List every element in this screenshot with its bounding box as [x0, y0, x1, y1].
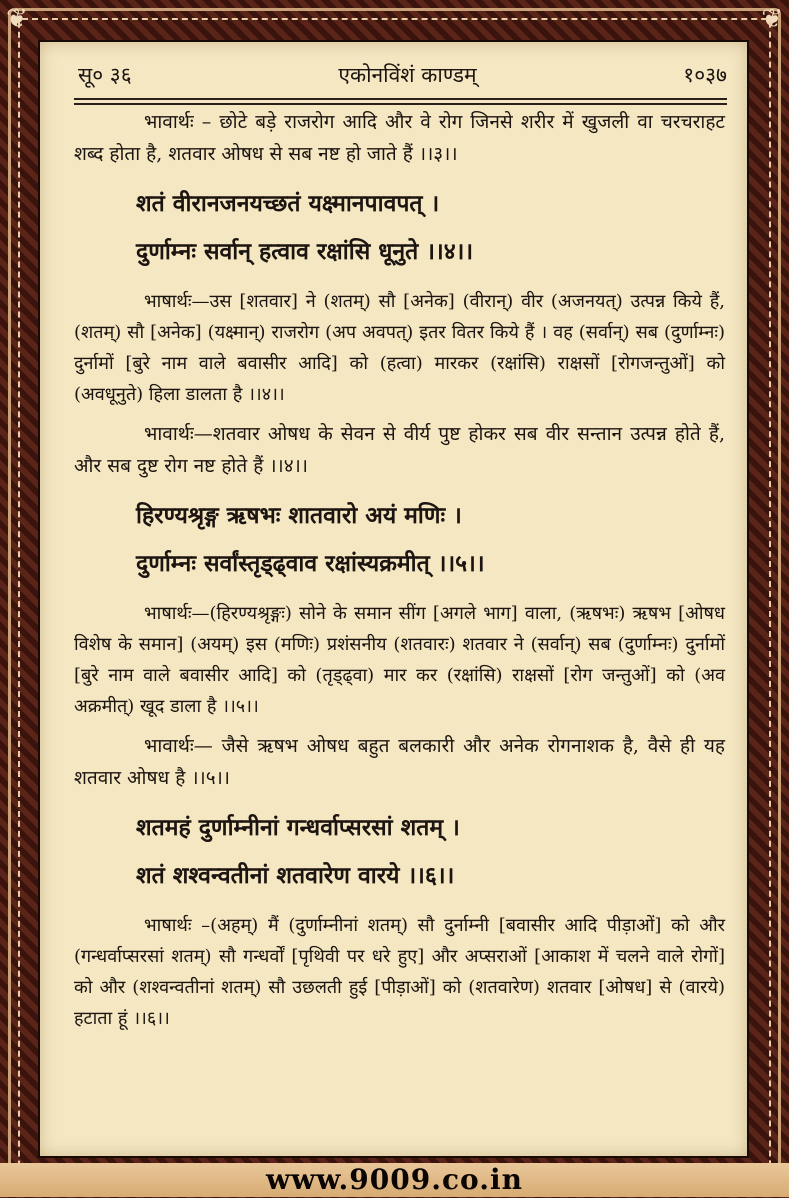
website-link[interactable]: www.9009.co.in — [266, 1163, 523, 1196]
page-number: १०३७ — [683, 63, 727, 87]
corner-swirl-icon: ❦ — [6, 4, 28, 34]
sanskrit-verse: शतं शश्वन्वतीनां शतवारेण वारये ।।६।। — [136, 862, 455, 889]
page-body — [74, 106, 725, 1034]
commentary-paragraph: भावार्थः—शतवार ओषध के सेवन से वीर्य पुष्ट होकर सब वीर सन्तान उत्पन्न होते हैं, और सब दुष्ट रोग नष्ट होते हैं ।।४।। — [74, 423, 725, 477]
translation-paragraph: भाषार्थः—उस [शतवार] ने (शतम्) सौ [अनेक] (वीरान्) वीर (अजनयत्) उत्पन्न किये हैं, (शतम्) सौ [अनेक] (यक्ष्मान्) राजरोग (अप अवपत्) इतर वितर किये हैं । वह (सर्वान्) सब (दुर्णाम्नः) दुर्नामों [बुरे नाम वाले बवासीर आदि] को (हत्वा) मारकर (रक्षांसि) राक्षसों [रोगजन्तुओं] को (अवधूनुते) हिला डालता है ।।४।। — [74, 291, 725, 405]
page-header — [78, 58, 727, 92]
corner-swirl-icon: ❦ — [761, 4, 783, 34]
sanskrit-verse: शतमहं दुर्णाम्नीनां गन्धर्वाप्सरसां शतम् । — [136, 814, 460, 841]
commentary-paragraph: भावार्थः – छोटे बड़े राजरोग आदि और वे रोग जिनसे शरीर में खुजली वा चरचराहट शब्द होता है, शतवार ओषध से सब नष्ट हो जाते हैं ।।३।। — [74, 111, 725, 165]
translation-paragraph: भाषार्थः –(अहम्) मैं (दुर्णाम्नीनां शतम्) सौ दुर्नाम्नी [बवासीर आदि पीड़ाओं] को और (गन्धर्वाप्सरसां शतम्) सौ गन्धर्वों [पृथिवी पर धरे हुए] और अप्सराओं [आकाश में चलने वाले रोगों] को और (शश्वन्वतीनां शतम्) सौ उछलती हुई [पीड़ाओं] को (शतवारेण) शतवार [ओषध] से (वारये) हटाता हूं ।।६।। — [74, 915, 725, 1029]
sanskrit-verse: शतं वीरानजनयच्छतं यक्ष्मानपावपत् । — [136, 190, 440, 217]
sanskrit-verse: हिरण्यश्रृङ्ग ऋषभः शातवारो अयं मणिः । — [136, 502, 462, 529]
translation-paragraph: भाषार्थः—(हिरण्यश्रृङ्गः) सोने के समान सींग [अगले भाग] वाला, (ऋषभः) ऋषभ [ओषध विशेष के समान] (अयम्) इस (मणिः) प्रशंसनीय (शतवारः) शतवार ने (सर्वान्) सब (दुर्णाम्नः) दुर्नामों [बुरे नाम वाले बवासीर आदि] को (तृड्ढ्वा) मार कर (रक्षांसि) राक्षसों [रोग जन्तुओं] को (अव अक्रमीत्) खूद डाला है ।।५।। — [74, 603, 725, 717]
commentary-paragraph: भावार्थः— जैसे ऋषभ ओषध बहुत बलकारी और अनेक रोगनाशक है, वैसे ही यह शतवार ओषध है ।।५।। — [74, 735, 725, 789]
website-footer[interactable] — [0, 1163, 789, 1197]
sanskrit-verse: दुर्णाम्नः सर्वांस्तृड्ढ्वाव रक्षांस्यक्रमीत् ।।५।। — [136, 550, 485, 577]
book-page — [38, 40, 749, 1158]
chapter-title: एकोनविंशं काण्डम् — [338, 63, 477, 87]
sanskrit-verse: दुर्णाम्नः सर्वान् हत्वाव रक्षांसि धूनुते ।।४।। — [136, 238, 474, 265]
sukta-number: सू० ३६ — [78, 63, 132, 87]
header-divider — [74, 98, 727, 100]
